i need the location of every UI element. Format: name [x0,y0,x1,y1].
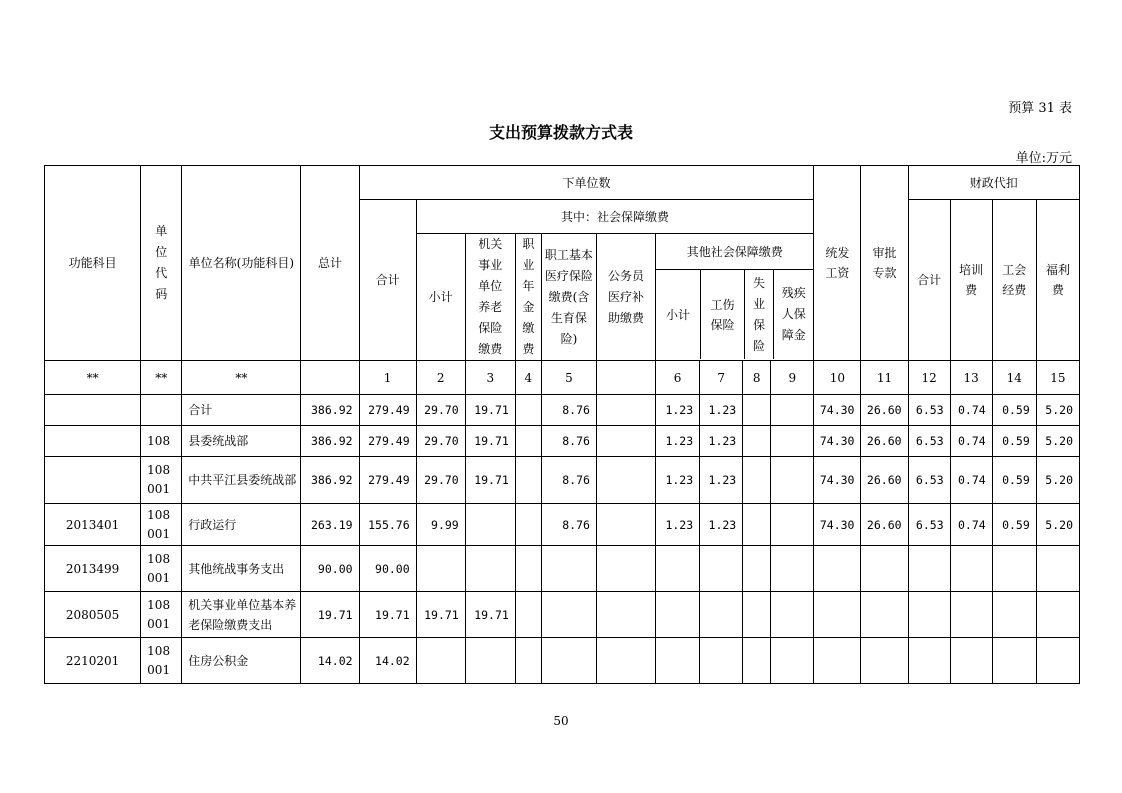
func-subject-cell [45,457,141,504]
amount-cell [1036,638,1079,684]
index-cell: 10 [814,361,861,395]
amount-cell [861,546,908,592]
func-subject-cell [45,426,141,457]
func-subject-cell: 2080505 [45,592,141,638]
table-row [45,426,1080,457]
amount-cell [743,592,771,638]
amount-cell: 74.30 [814,504,861,546]
header-total: 总计 [301,166,359,361]
amount-cell [515,504,541,546]
amount-cell: 14.02 [359,638,416,684]
unit-code-cell: 108 001 [141,546,182,592]
amount-cell [771,504,814,546]
header-pension: 机关事业单位养老保险缴费 [465,234,515,361]
amount-cell [1036,592,1079,638]
amount-cell [515,546,541,592]
amount-cell [814,592,861,638]
amount-cell: 386.92 [301,395,359,426]
header-lower-units: 下单位数 [359,166,814,200]
amount-cell [814,638,861,684]
index-cell: 12 [908,361,950,395]
index-cell: 4 [515,361,541,395]
table-header [45,166,1080,361]
header-other-ss-group [656,234,814,361]
amount-cell [656,592,700,638]
func-subject-cell: 2210201 [45,638,141,684]
amount-cell [861,638,908,684]
unit-name-cell: 县委统战部 [182,426,301,457]
amount-cell: 0.74 [950,504,992,546]
amount-cell: 279.49 [359,457,416,504]
amount-cell: 1.23 [656,504,700,546]
amount-cell [700,546,743,592]
amount-cell [992,546,1036,592]
amount-cell: 1.23 [656,395,700,426]
amount-cell: 1.23 [700,426,743,457]
amount-cell [743,546,771,592]
amount-cell: 1.23 [700,457,743,504]
index-cell [596,361,655,395]
amount-cell: 19.71 [301,592,359,638]
amount-cell: 5.20 [1036,426,1079,457]
index-cell: 11 [861,361,908,395]
header-unit-name: 单位名称(功能科目) [182,166,301,361]
budget-table [44,165,1080,684]
header-medical: 职工基本医疗保险缴费(含生育保险) [541,234,596,361]
table-row [45,457,1080,504]
amount-cell [700,638,743,684]
header-civil-medical: 公务员医疗补助缴费 [596,234,655,361]
header-unemployment: 失业保险 [745,270,774,359]
amount-cell: 6.53 [908,504,950,546]
index-cell: 14 [992,361,1036,395]
index-cell: 7 [700,361,743,395]
header-union: 工会经费 [992,200,1036,361]
amount-cell: 0.59 [992,504,1036,546]
header-ss-subtotal: 小计 [416,234,465,361]
index-cell: 5 [541,361,596,395]
amount-cell: 74.30 [814,426,861,457]
func-subject-cell: 2013499 [45,546,141,592]
amount-cell [465,638,515,684]
amount-cell [515,592,541,638]
unit-code-cell: 108 001 [141,592,182,638]
amount-cell: 279.49 [359,395,416,426]
amount-cell [596,457,655,504]
amount-cell [992,638,1036,684]
amount-cell [771,546,814,592]
index-row [45,361,1080,395]
unit-name-cell: 中共平江县委统战部 [182,457,301,504]
index-cell: 13 [950,361,992,395]
header-social-security: 其中：社会保障缴费 [416,200,814,234]
amount-cell [416,546,465,592]
amount-cell [950,592,992,638]
amount-cell: 386.92 [301,426,359,457]
amount-cell: 386.92 [301,457,359,504]
amount-cell [596,395,655,426]
amount-cell [700,592,743,638]
amount-cell [743,395,771,426]
index-cell: 8 [743,361,771,395]
amount-cell [416,638,465,684]
index-cell: 9 [771,361,814,395]
unit-code-cell: 108 001 [141,457,182,504]
amount-cell [515,638,541,684]
amount-cell: 8.76 [541,395,596,426]
amount-cell [596,546,655,592]
unit-code-cell: 108 001 [141,638,182,684]
table-body [45,395,1080,684]
amount-cell [950,638,992,684]
unit-code-cell: 108 001 [141,504,182,546]
amount-cell: 19.71 [359,592,416,638]
amount-cell: 19.71 [465,426,515,457]
amount-cell: 8.76 [541,504,596,546]
func-subject-cell: 2013401 [45,504,141,546]
amount-cell: 26.60 [861,395,908,426]
amount-cell [992,592,1036,638]
index-cell: 15 [1036,361,1079,395]
index-row-group [45,361,1080,395]
amount-cell: 29.70 [416,457,465,504]
amount-cell: 279.49 [359,426,416,457]
amount-cell: 9.99 [416,504,465,546]
amount-cell: 1.23 [656,457,700,504]
unit-code-cell [141,395,182,426]
amount-cell [908,546,950,592]
amount-cell: 5.20 [1036,395,1079,426]
amount-cell: 90.00 [301,546,359,592]
amount-cell [465,546,515,592]
amount-cell: 6.53 [908,395,950,426]
amount-cell [814,546,861,592]
amount-cell [515,457,541,504]
amount-cell [596,504,655,546]
index-cell [301,361,359,395]
header-func-subject: 功能科目 [45,166,141,361]
amount-cell: 26.60 [861,457,908,504]
amount-cell [596,638,655,684]
amount-cell [656,638,700,684]
amount-cell [1036,546,1079,592]
table-row [45,395,1080,426]
table-row [45,504,1080,546]
unit-code-cell: 108 [141,426,182,457]
amount-cell: 19.71 [465,592,515,638]
header-annuity: 职业年金缴费 [515,234,541,361]
amount-cell: 26.60 [861,504,908,546]
header-fd-total: 合计 [908,200,950,361]
header-fiscal-deduct: 财政代扣 [908,166,1079,200]
amount-cell: 263.19 [301,504,359,546]
amount-cell: 0.74 [950,457,992,504]
table-row [45,638,1080,684]
index-cell: ** [182,361,301,395]
amount-cell: 6.53 [908,457,950,504]
amount-cell [771,395,814,426]
amount-cell [656,546,700,592]
amount-cell [908,638,950,684]
amount-cell: 155.76 [359,504,416,546]
amount-cell: 1.23 [700,504,743,546]
amount-cell: 74.30 [814,457,861,504]
amount-cell: 29.70 [416,395,465,426]
index-cell: 2 [416,361,465,395]
amount-cell: 0.59 [992,395,1036,426]
header-lower-total: 合计 [359,200,416,361]
amount-cell: 19.71 [465,395,515,426]
amount-cell: 0.59 [992,457,1036,504]
amount-cell: 0.74 [950,395,992,426]
amount-cell: 19.71 [416,592,465,638]
header-training: 培训费 [950,200,992,361]
amount-cell [743,638,771,684]
page-number: 50 [553,714,569,728]
amount-cell [541,546,596,592]
amount-cell [771,457,814,504]
header-unit-code: 单位代码 [141,166,182,361]
amount-cell [950,546,992,592]
header-approved-special: 审批专款 [861,166,908,361]
amount-cell: 29.70 [416,426,465,457]
amount-cell: 0.74 [950,426,992,457]
amount-cell: 8.76 [541,426,596,457]
amount-cell: 1.23 [700,395,743,426]
index-cell: 3 [465,361,515,395]
amount-cell [515,395,541,426]
amount-cell: 74.30 [814,395,861,426]
amount-cell: 5.20 [1036,504,1079,546]
unit-name-cell: 住房公积金 [182,638,301,684]
index-cell: 1 [359,361,416,395]
header-welfare: 福利费 [1036,200,1079,361]
amount-cell [596,426,655,457]
amount-cell: 14.02 [301,638,359,684]
amount-cell [743,426,771,457]
header-unified-salary: 统发工资 [814,166,861,361]
amount-cell: 5.20 [1036,457,1079,504]
func-subject-cell [45,395,141,426]
index-cell: 6 [656,361,700,395]
amount-cell: 1.23 [656,426,700,457]
document-title: 支出预算拨款方式表 [488,123,633,142]
amount-cell [771,426,814,457]
header-other-ss: 其他社会保障缴费 [656,235,813,270]
amount-cell [771,592,814,638]
header-other-subtotal: 小计 [656,270,701,359]
unit-name-cell: 行政运行 [182,504,301,546]
table-id: 预算 31 表 [1008,101,1072,116]
amount-cell [743,457,771,504]
amount-cell [541,592,596,638]
amount-cell: 90.00 [359,546,416,592]
unit-label: 单位:万元 [1015,151,1072,166]
amount-cell [515,426,541,457]
table-row [45,546,1080,592]
unit-name-cell: 机关事业单位基本养老保险缴费支出 [182,592,301,638]
amount-cell [771,638,814,684]
amount-cell [861,592,908,638]
amount-cell [596,592,655,638]
amount-cell: 26.60 [861,426,908,457]
amount-cell: 0.59 [992,426,1036,457]
header-disability: 残疾人保障金 [781,286,806,342]
amount-cell: 19.71 [465,457,515,504]
amount-cell [541,638,596,684]
amount-cell: 6.53 [908,426,950,457]
index-cell: ** [141,361,182,395]
header-injury: 工伤保险 [701,270,745,359]
unit-name-cell: 其他统战事务支出 [182,546,301,592]
unit-name-cell: 合计 [182,395,301,426]
index-cell: ** [45,361,141,395]
amount-cell [743,504,771,546]
amount-cell [908,592,950,638]
table-row [45,592,1080,638]
amount-cell [465,504,515,546]
amount-cell: 8.76 [541,457,596,504]
